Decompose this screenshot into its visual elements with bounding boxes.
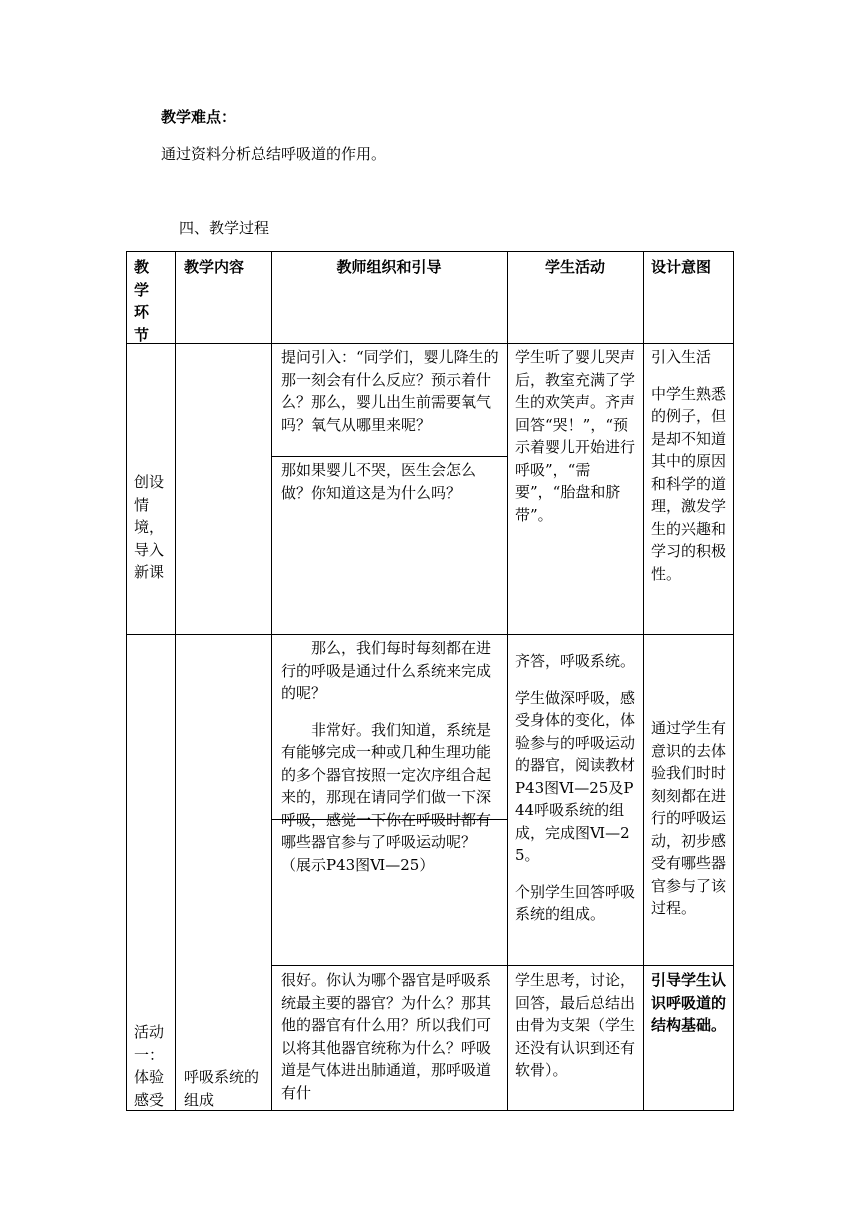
row2-student-b: 学生思考，讨论，回答，最后总结出由骨为支架（学生还没有认识到还有软骨）。 <box>515 971 636 1079</box>
row1-teacher-a: 提问引入：“同学们，婴儿降生的那一刻会有什么反应？预示着什么？那么，婴儿出生前需要氧气吗？氧气从哪里来呢？ <box>281 348 499 434</box>
row2-student-a1: 齐答，呼吸系统。 <box>515 652 636 670</box>
header-content: 教学内容 <box>184 258 245 276</box>
row1-intent-b: 中学生熟悉的例子，但是却不知道其中的原因和科学的道理，激发学生的兴趣和学习的积极性。 <box>651 384 727 583</box>
row2-teacher-a2: 非常好。我们知道，系统是有能够完成一种或几种生理功能的多个器官按照一定次序组合起来的，那现在请同学们做一下深呼吸，感觉一下你在呼吸时都有哪些器官参与了呼吸运动呢？（展示P43图Ⅵ—25） <box>281 720 492 874</box>
row1-student: 学生听了婴儿哭声后，教室充满了学生的欢笑声。齐声回答“哭！”，“预示着婴儿开始进行呼吸”，“需要”，“胎盘和脐带”。 <box>515 348 636 524</box>
difficulty-text: 通过资料分析总结呼吸道的作用。 <box>161 145 387 163</box>
row2-content: 呼吸系统的组成 <box>184 1068 260 1109</box>
row1-intent <box>651 346 729 585</box>
section-title: 四、教学过程 <box>179 219 270 237</box>
row1-teacher-b: 那如果婴儿不哭，医生会怎么做？你知道这是为什么吗？ <box>281 461 477 502</box>
row1-intent-a: 引入生活 <box>651 348 712 366</box>
row2-teacher-b: 很好。你认为哪个器官是呼吸系统最主要的器官？为什么？那其他的器官有什么用？所以我们可以将其他器官统称为什么？呼吸道是气体进出肺通道，那呼吸道有什 <box>281 971 492 1102</box>
header-teacher: 教师组织和引导 <box>336 258 442 276</box>
row2-student-a <box>515 650 639 926</box>
row2-student-a3: 个别学生回答呼吸系统的组成。 <box>515 882 636 923</box>
row2-teacher-a <box>281 637 503 876</box>
difficulty-heading: 教学难点： <box>161 108 237 126</box>
row1-stage: 创设情境，导入新课 <box>134 473 165 581</box>
row2-student-a2: 学生做深呼吸，感受身体的变化，体验参与的呼吸运动的器官，阅读教材P43图Ⅵ—25及P44呼吸系统的组成，完成图Ⅵ—25。 <box>515 688 636 864</box>
header-stage: 教学环节 <box>134 258 150 344</box>
row2-intent-b: 引导学生认识呼吸道的结构基础。 <box>651 971 727 1034</box>
header-student: 学生活动 <box>544 258 605 276</box>
row2-teacher-a1: 那么，我们每时每刻都在进行的呼吸是通过什么系统来完成的呢？ <box>281 639 492 702</box>
row2-stage: 活动一：体验感受 <box>134 1023 165 1109</box>
header-intent: 设计意图 <box>651 258 712 276</box>
row2-intent-a: 通过学生有意识的去体验我们时时刻刻都在进行的呼吸运动，初步感受有哪些器官参与了该过程。 <box>651 719 727 917</box>
